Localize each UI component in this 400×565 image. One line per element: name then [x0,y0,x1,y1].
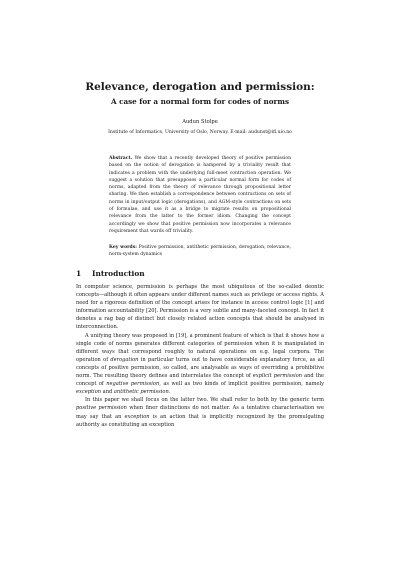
paragraph-text: and the concept of [76,373,324,388]
emphasis-term: exception [76,389,102,396]
paragraph [76,283,324,332]
emphasis-term: exception [124,413,150,420]
paper-title: Relevance, derogation and permission: [85,81,315,93]
paragraph-text: , as well as two kinds of implicit positive permission, namely [159,381,324,388]
abstract-label: Abstract. [109,156,133,161]
paragraph [76,332,324,397]
paragraph [76,396,324,428]
abstract [109,155,291,235]
paragraph-text: in particular turns out to have considerable explanatory force, as all concepts of positive permission, so called, are analysable as ways of overriding a prohibitive norm. The resulting theory defines and interrelates the concept of [76,356,324,380]
emphasis-term: derogation [110,356,139,363]
paragraph-text: In computer science, permission is perhaps the most ubiquitous of the so-called deontic concepts—although it often appears under different names such as privilege or access rights. A need for a rigorous definition of the concept arises for instance in access control logic [1] and information accountability [20]. Permission is a very subtle and many-faceted concept. In fact it denotes a rag bag of distinct but closely related action concepts that should be analysed in interconnection. [76,284,324,331]
keywords-text: Positive permission, antithetic permission, derogation, relevance, norm-system dynamics [109,245,291,258]
paragraph-text: and [101,389,114,396]
author-name: Audun Stolpe [182,119,218,125]
paragraph-text: when finer distinctions do not matter. As a tentative characterisation we may say that an [76,405,324,420]
paragraph-text: is an action that is implicitly recognized by the promulgating authority as constituting an exception [76,413,324,428]
paragraph-text: A unifying theory was proposed in [19], a prominent feature of which is that it shows how a single code of norms generates different categories of permission when it is manipulated in different ways that correspond roughly to natural operations on e.g. legal corpora. The operation of [76,332,324,363]
emphasis-term: explicit permission [252,373,303,380]
section-heading [76,269,145,278]
abstract-text: We show that a recently developed theory of positive permission based on the notion of derogation is hampered by a triviality result that indicates a problem with the underlying full-meet contraction operation. We suggest a solution that presupposes a particular normal form for codes of norms, adapted from the theory of relevance through propositional letter sharing. We then establish a correspondence between contractions on sets of norms in input/output logic (derogations), and AGM-style contractions on sets of formulae, and use it as a bridge to migrate results on propositional relevance from the latter to the former idiom. Changing the concept accordingly we show that positive permission now incorporates a relevance requirement that wards off triviality. [109,156,291,234]
paper-subtitle: A case for a normal form for codes of norms [111,97,289,106]
paragraph-text: In this paper we shall focus on the latter two. We shall refer to both by the generic term [85,397,324,404]
section-number: 1 [76,269,82,278]
author-affiliation: Institute of Informatics, University of Oslo, Norway. E-mail: audunst@ifi.uio.no [108,130,292,135]
emphasis-term: negative permission [106,381,160,388]
paragraph-text: . [168,389,171,396]
emphasis-term: positive permission [76,405,127,412]
emphasis-term: antithetic permission [113,389,169,396]
section-body [76,283,324,429]
keywords [109,244,291,259]
section-title: Introduction [92,269,145,278]
keywords-label: Key words: [109,245,137,250]
